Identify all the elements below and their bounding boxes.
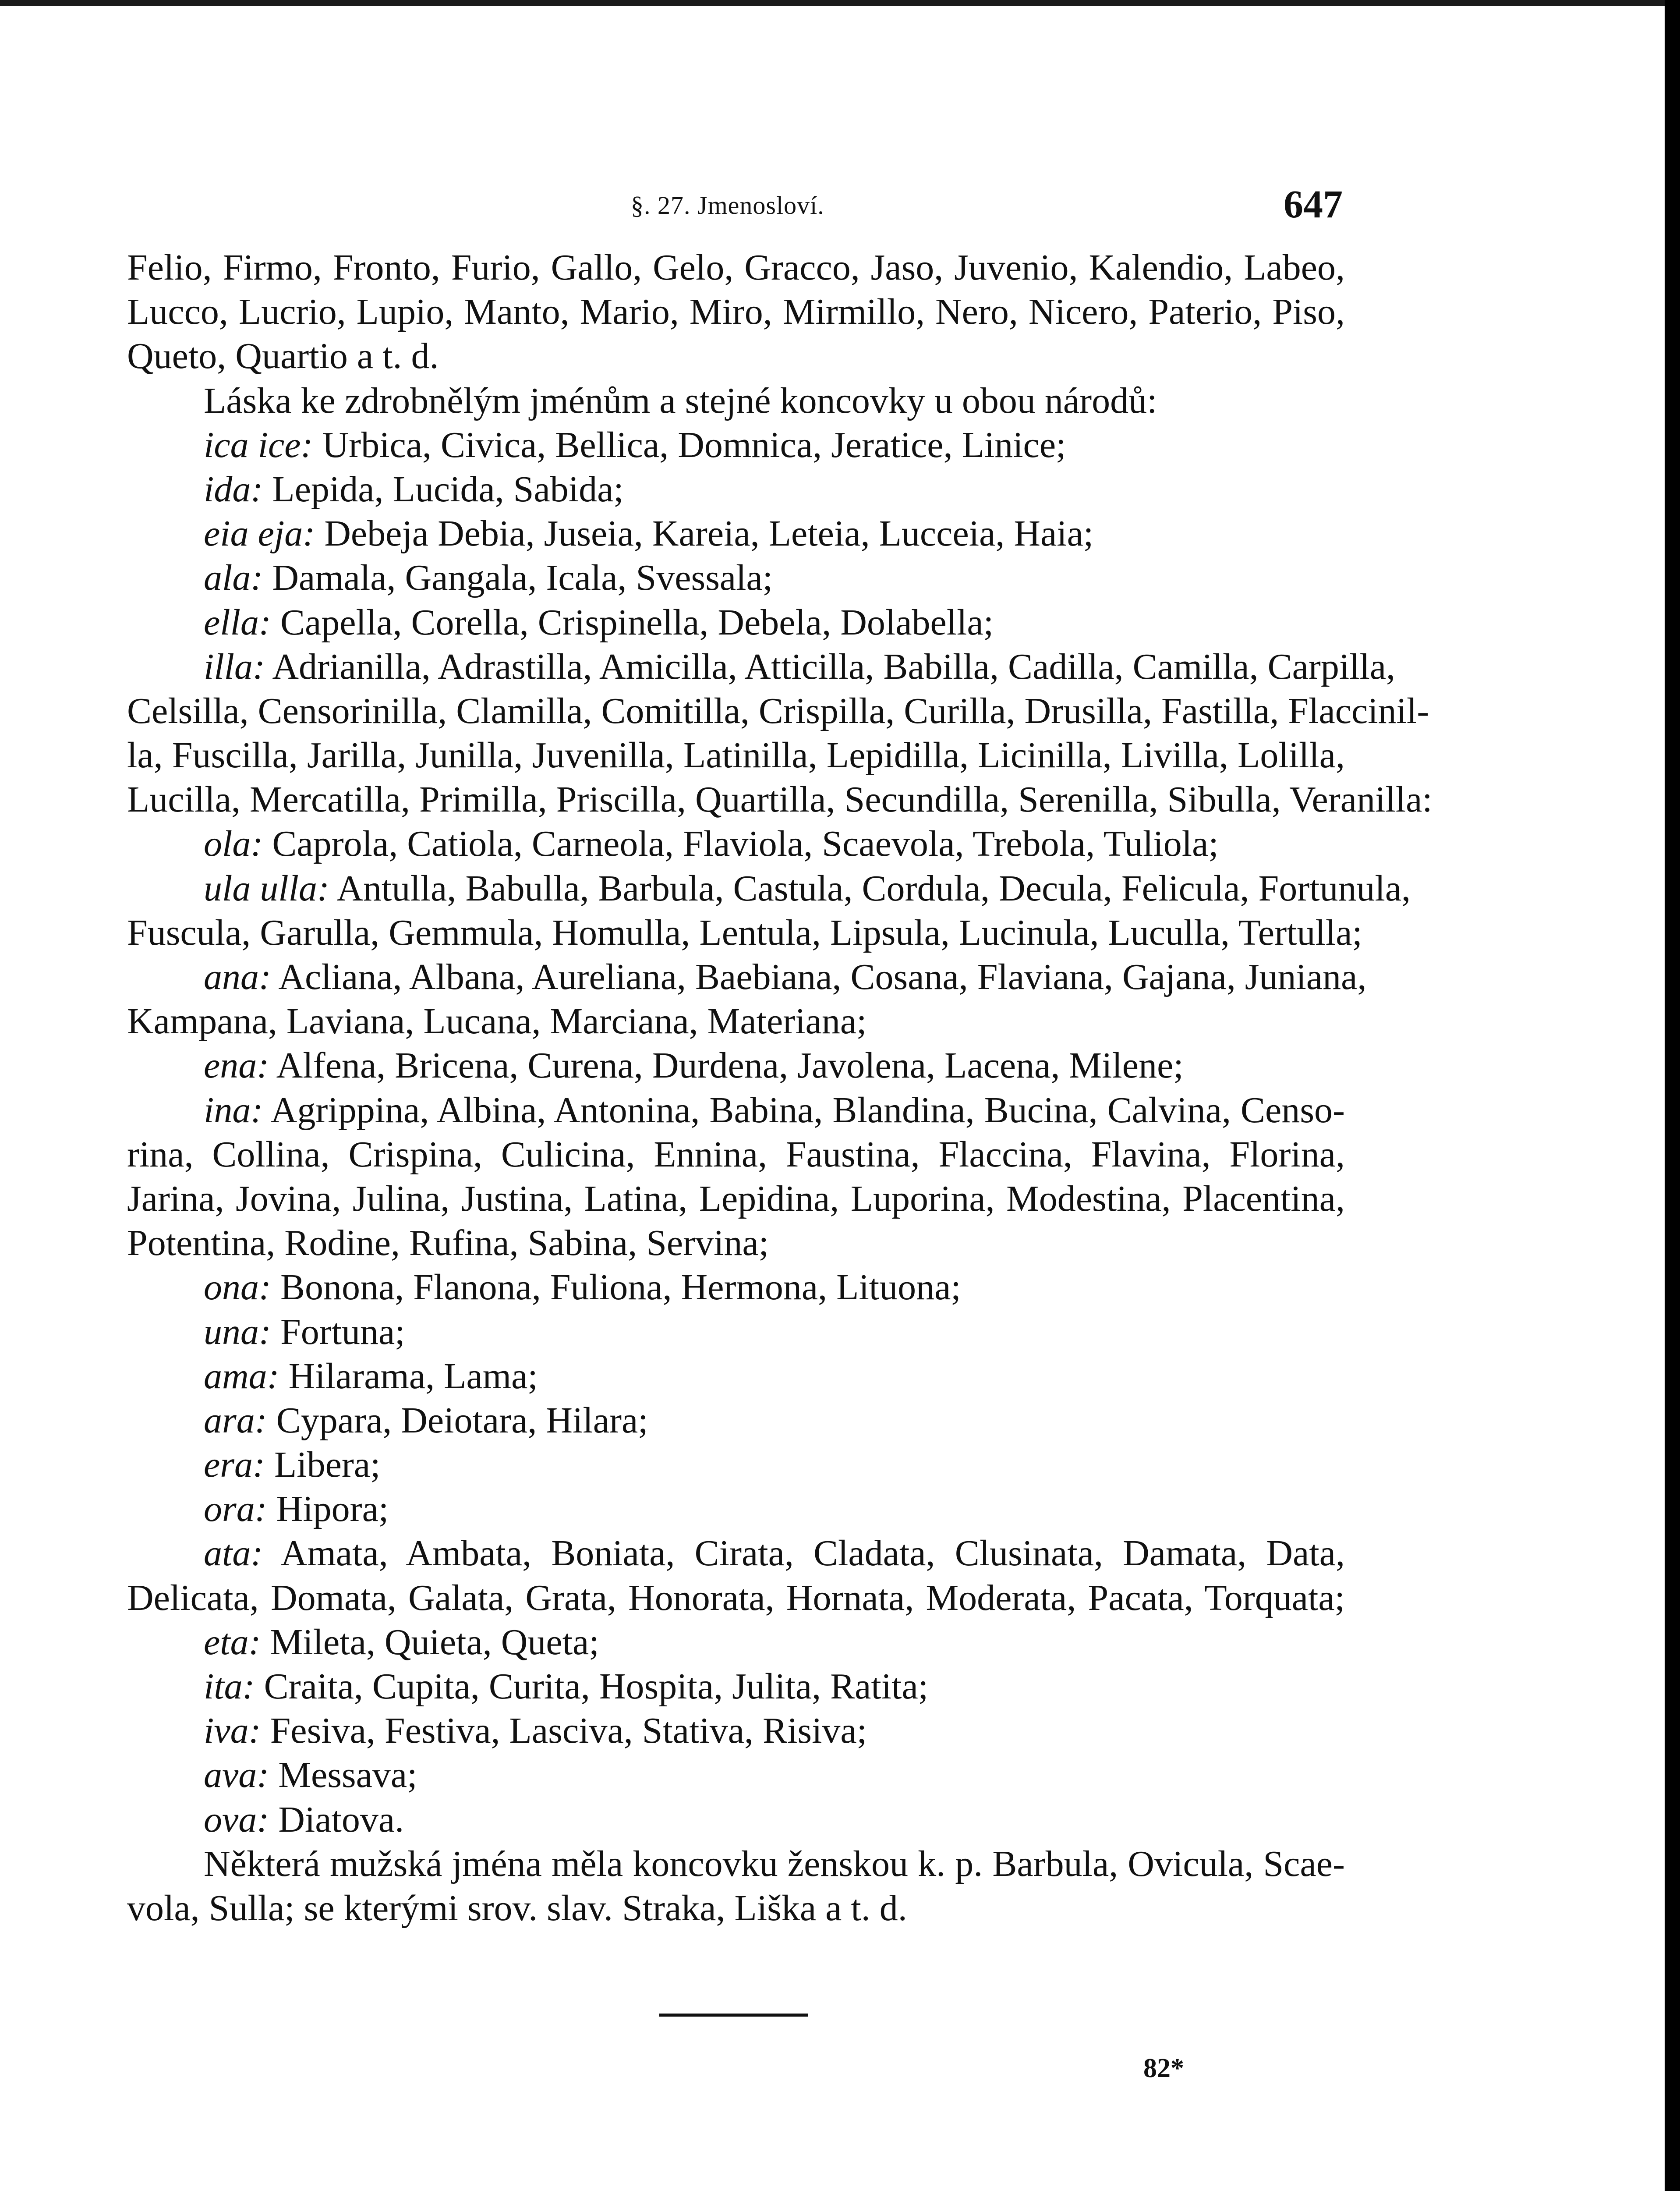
text-line [127,1443,1345,1487]
separator-rule [659,2014,808,2017]
line-text: vola, Sulla; se kterými srov. slav. Straka, Liška a t. d. [127,1887,907,1929]
suffix-label: ara: [204,1400,267,1441]
text-line [127,1886,1345,1930]
line-text: Antulla, Babulla, Barbula, Castula, Cordula, Decula, Felicula, Fortunula, [329,868,1411,909]
suffix-label: illa: [204,646,265,687]
line-text: Celsilla, Censorinilla, Clamilla, Comitilla, Crispilla, Curilla, Drusilla, Fastilla, Flaccinil- [127,690,1429,731]
line-text: Amata, Ambata, Boniata, Cirata, Cladata, Clusinata, Damata, Data, [263,1533,1345,1574]
suffix-label: eia eja: [204,513,315,554]
line-text: Hipora; [267,1489,389,1530]
text-line [127,1842,1345,1886]
line-text: Queto, Quartio a t. d. [127,336,439,377]
text-line [127,689,1429,733]
text-line [127,1709,1345,1753]
text-line [127,556,1345,600]
signature-mark: 82* [1143,2053,1184,2083]
text-line [127,733,1345,777]
line-text: Debeja Debia, Juseia, Kareia, Leteia, Lucceia, Haia; [315,513,1094,554]
suffix-label: ona: [204,1267,271,1308]
text-line [127,955,1367,999]
text-line [127,999,1345,1043]
text-line [127,777,1432,822]
suffix-label: ama: [204,1355,279,1397]
line-text: Urbica, Civica, Bellica, Domnica, Jeratice, Linice; [313,424,1066,465]
text-line [127,1265,1345,1309]
line-text: Jarina, Jovina, Julina, Justina, Latina, Lepidina, Luporina, Modestina, Placentina, [127,1178,1345,1219]
suffix-label: ala: [204,557,263,599]
text-line [127,1797,1345,1842]
suffix-label: ana: [204,957,271,997]
text-line [127,911,1362,955]
text-line [127,1531,1345,1575]
line-text: Mileta, Quieta, Queta; [261,1621,599,1663]
suffix-label: eta: [204,1621,261,1663]
suffix-label: ata: [204,1533,263,1574]
suffix-label: ora: [204,1489,267,1530]
line-text: Fuscula, Garulla, Gemmula, Homulla, Lentula, Lipsula, Lucinula, Luculla, Tertulla; [127,912,1362,953]
text-line [127,1310,1345,1354]
text-line [127,423,1345,467]
suffix-label: ida: [204,468,263,510]
text-body [127,245,1432,1930]
text-line [127,467,1345,511]
line-text: Potentina, Rodine, Rufina, Sabina, Servina; [127,1223,769,1264]
line-text: Kampana, Laviana, Lucana, Marciana, Materiana; [127,1001,867,1042]
line-text: Některá mužská jména měla koncovku ženskou k. p. Barbula, Ovicula, Scae- [204,1843,1345,1884]
suffix-label: ita: [204,1666,255,1707]
line-text: Felio, Firmo, Fronto, Furio, Gallo, Gelo, Gracco, Jaso, Juvenio, Kalendio, Labeo, [127,247,1345,288]
text-line [127,1620,1345,1664]
line-text: Caprola, Catiola, Carneola, Flaviola, Scaevola, Trebola, Tuliola; [263,823,1219,865]
line-text: Acliana, Albana, Aureliana, Baebiana, Cosana, Flaviana, Gajana, Juniana, [271,957,1367,997]
suffix-label: ina: [204,1089,263,1131]
line-text: Lepida, Lucida, Sabida; [263,468,624,510]
text-line [127,334,1345,378]
line-text: Diatova. [269,1799,404,1840]
line-text: Hilarama, Lama; [279,1355,538,1397]
line-text: Adrianilla, Adrastilla, Amicilla, Atticilla, Babilla, Cadilla, Camilla, Carpilla, [265,646,1396,687]
line-text: la, Fuscilla, Jarilla, Junilla, Juvenilla, Latinilla, Lepidilla, Licinilla, Livilla, Lolilla, [127,735,1345,776]
line-text: Agrippina, Albina, Antonina, Babina, Blandina, Bucina, Calvina, Censo- [263,1089,1345,1131]
line-text: Libera; [265,1444,381,1485]
line-text: Delicata, Domata, Galata, Grata, Honorata, Hornata, Moderata, Pacata, Torquata; [127,1577,1345,1618]
text-line [127,1043,1345,1088]
text-line [127,290,1345,334]
line-text: Alfena, Bricena, Curena, Durdena, Javolena, Lacena, Milene; [269,1045,1184,1086]
text-line [127,245,1345,290]
suffix-label: era: [204,1444,265,1485]
suffix-label: una: [204,1311,271,1352]
text-line [127,1132,1345,1177]
suffix-label: ica ice: [204,424,313,465]
line-text: Cypara, Deiotara, Hilara; [267,1400,648,1441]
suffix-label: iva: [204,1710,261,1751]
text-line [127,1576,1345,1620]
suffix-label: ula ulla: [204,868,329,909]
line-text: Lucilla, Mercatilla, Primilla, Priscilla, Quartilla, Secundilla, Serenilla, Sibulla, Veranilla: [127,779,1432,820]
suffix-label: ava: [204,1755,269,1796]
line-text: Capella, Corella, Crispinella, Debela, Dolabella; [271,602,994,643]
line-text: Damala, Gangala, Icala, Svessala; [263,557,773,599]
text-line [127,511,1345,556]
text-line [127,1398,1345,1443]
running-header [0,182,1665,226]
line-text: Craita, Cupita, Curita, Hospita, Julita, Ratita; [255,1666,929,1707]
suffix-label: ella: [204,602,271,643]
text-line [127,600,1345,645]
text-line [127,1221,1345,1265]
line-text: rina, Collina, Crispina, Culicina, Ennina, Faustina, Flaccina, Flavina, Florina, [127,1134,1345,1175]
line-text: Láska ke zdrobnělým jménům a stejné koncovky u obou národů: [204,380,1157,421]
line-text: Lucco, Lucrio, Lupio, Manto, Mario, Miro, Mirmillo, Nero, Nicero, Paterio, Piso, [127,291,1345,333]
section-title: §. 27. Jmenosloví. [631,191,824,220]
text-line [127,379,1345,423]
suffix-label: ena: [204,1045,269,1086]
text-line [127,822,1345,866]
text-line [127,866,1411,911]
page-number: 647 [1284,183,1343,226]
text-line [127,1177,1345,1221]
text-line [127,1753,1345,1797]
line-text: Bonona, Flanona, Fuliona, Hermona, Lituona; [271,1267,961,1308]
suffix-label: ola: [204,823,263,865]
line-text: Fesiva, Festiva, Lasciva, Stativa, Risiva; [261,1710,867,1751]
line-text: Messava; [269,1755,417,1796]
text-line [127,1354,1345,1398]
text-line [127,645,1396,689]
text-line [127,1487,1345,1531]
text-line [127,1088,1345,1132]
text-line [127,1664,1345,1709]
suffix-label: ova: [204,1799,269,1840]
line-text: Fortuna; [271,1311,405,1352]
